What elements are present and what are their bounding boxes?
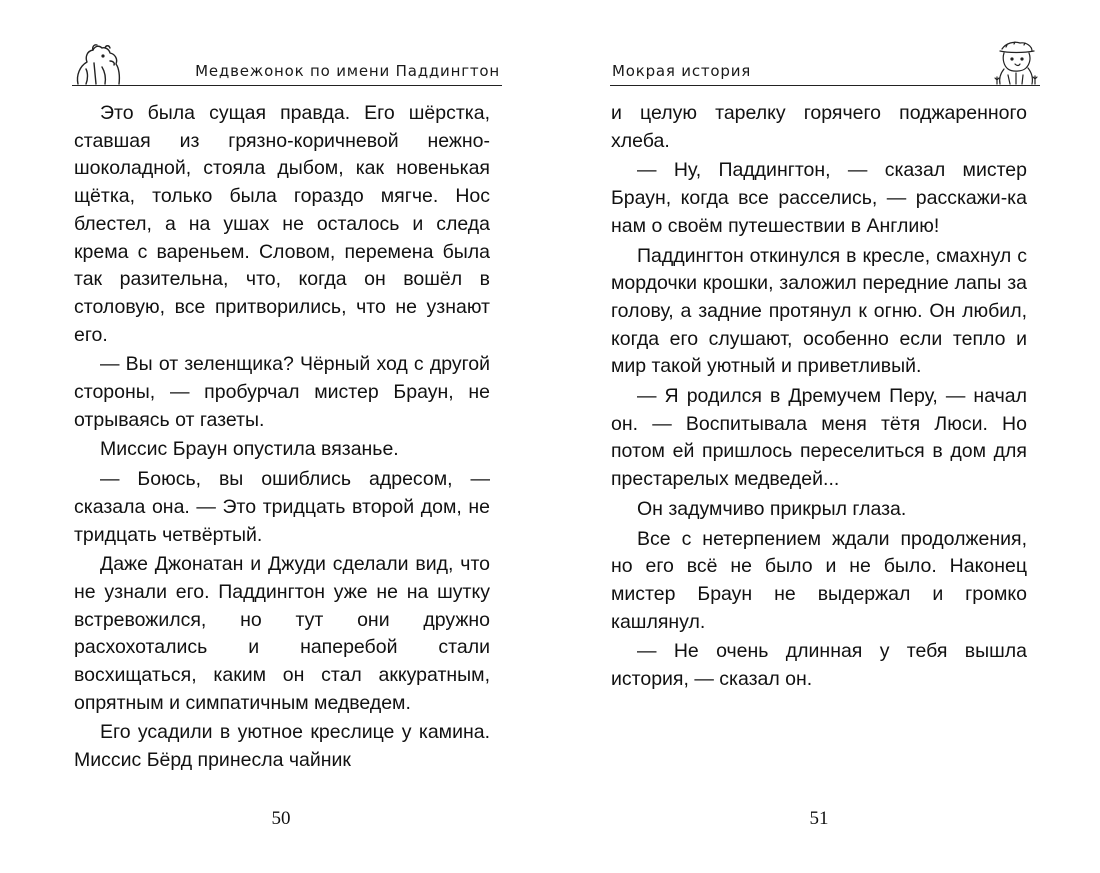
paragraph: Это была сущая правда. Его шёрстка, ставшая из грязно-коричневой нежно-шоколадной, стояла дыбом, как новенькая щётка, только была гораздо мягче. Нос блестел, а на ушах не осталось и следа крема с вареньем. Словом, перемена была так разительна, что, когда он вошёл в столовую, все притворились, что не узнают его. xyxy=(74,102,490,346)
paragraph: Даже Джонатан и Джуди сделали вид, что не узнали его. Паддингтон уже не на шутку встревожился, но тут они дружно расхохотались и наперебой стали восхищаться, каким он стал аккуратным, опрятным и симпатичным медведем. xyxy=(74,553,490,714)
paragraph: и целую тарелку горячего поджаренного хлеба. xyxy=(611,102,1027,152)
paragraph: Паддингтон откинулся в кресле, смахнул с мордочки крошки, заложил передние лапы за голову, а задние протянул к огню. Он любил, когда его слушают, особенно если тепло и мир такой уютный и приветливый. xyxy=(611,244,1027,378)
header-rule xyxy=(72,85,502,86)
paragraph: Он задумчиво прикрыл глаза. xyxy=(637,497,907,520)
left-body-text xyxy=(74,100,490,775)
left-header xyxy=(72,38,502,86)
paragraph: Миссис Браун опустила вязанье. xyxy=(100,438,399,461)
right-header xyxy=(610,38,1040,86)
running-head: Медвежонок по имени Паддингтон xyxy=(195,62,500,80)
running-head: Мокрая история xyxy=(612,62,752,80)
paragraph: — Ну, Паддингтон, — сказал мистер Браун, когда все расселись, — расскажи-ка нам о своём путешествии в Англию! xyxy=(611,159,1027,237)
header-rule xyxy=(610,85,1040,86)
right-body-text xyxy=(611,100,1027,694)
right-page xyxy=(550,0,1100,873)
paragraph: — Боюсь, вы ошиблись адресом, — сказала она. — Это тридцать второй дом, не тридцать четвёртый. xyxy=(74,468,490,546)
paragraph: — Вы от зеленщика? Чёрный ход с другой стороны, — пробурчал мистер Браун, не отрываясь от газеты. xyxy=(74,353,490,431)
paragraph: — Не очень длинная у тебя вышла история, — сказал он. xyxy=(611,640,1027,691)
page-number: 50 xyxy=(271,808,291,829)
paragraph: Его усадили в уютное креслице у камина. Миссис Бёрд принесла чайник xyxy=(74,721,490,772)
paragraph: — Я родился в Дремучем Перу, — начал он. — Воспитывала меня тётя Люси. Но потом ей пришлось переселиться в дом для престарелых медведей... xyxy=(611,385,1027,491)
bear-sketch-icon xyxy=(72,39,124,85)
bear-with-hat-sketch-icon xyxy=(994,39,1038,85)
paragraph: Все с нетерпением ждали продолжения, но его всё не было и не было. Наконец мистер Браун не выдержал и громко кашлянул. xyxy=(611,527,1027,633)
page-number: 51 xyxy=(809,808,829,829)
